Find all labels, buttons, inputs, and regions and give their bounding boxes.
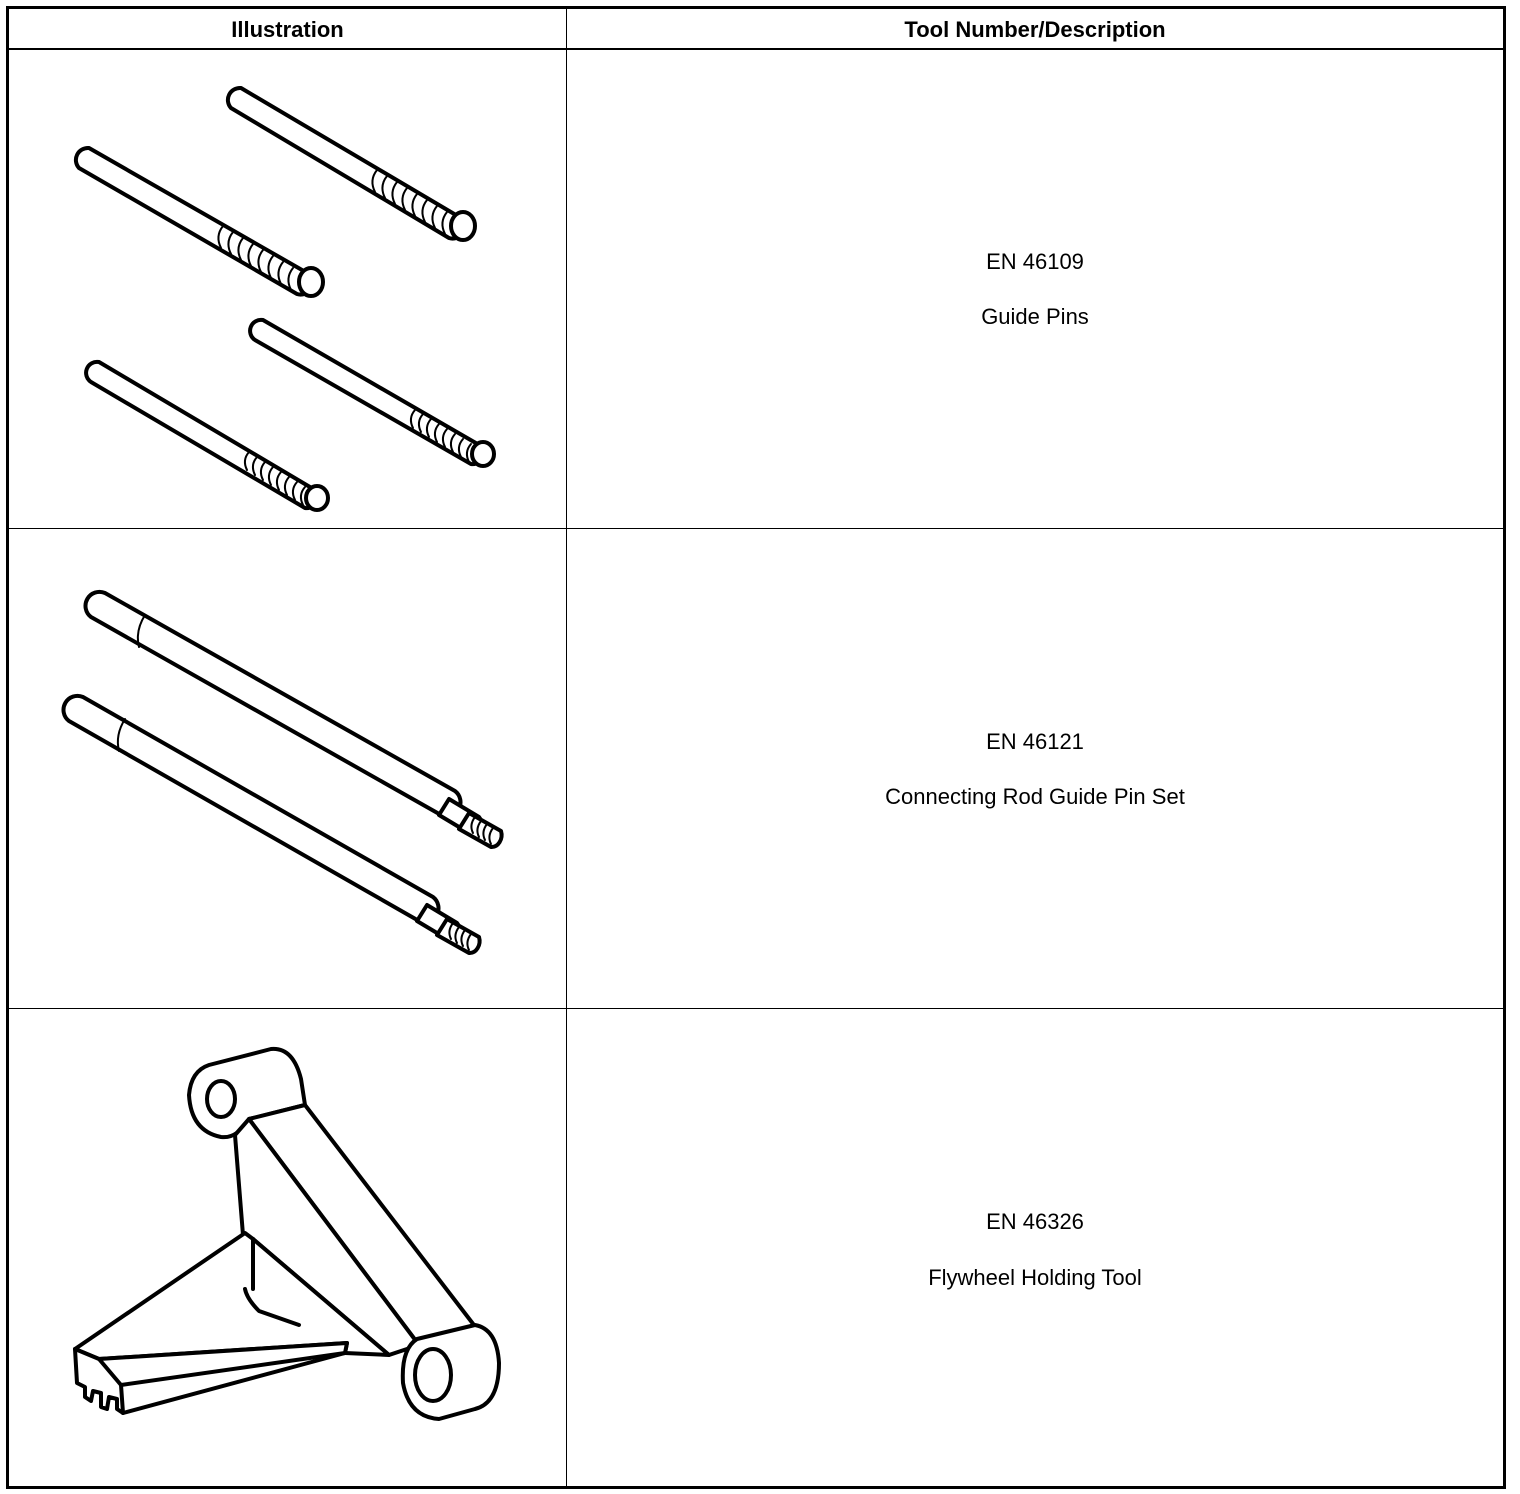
tool-description-cell	[567, 50, 1503, 528]
illustration-cell	[9, 529, 566, 1008]
guide-pins-icon	[9, 50, 566, 528]
header-tool-number-description: Tool Number/Description	[904, 17, 1166, 42]
tool-number: EN 46109	[986, 249, 1084, 274]
illustration-cell	[9, 1009, 566, 1486]
tool-number: EN 46326	[986, 1209, 1084, 1234]
illustration-cell	[9, 50, 566, 528]
tool-description: Flywheel Holding Tool	[928, 1265, 1142, 1290]
tool-description-cell	[567, 529, 1503, 1008]
connecting-rod-guide-pin-set-icon	[9, 529, 566, 1008]
table-row	[9, 529, 1503, 1008]
tool-table	[6, 6, 1506, 1489]
tool-description: Connecting Rod Guide Pin Set	[885, 784, 1185, 809]
tool-number: EN 46121	[986, 729, 1084, 754]
tool-description: Guide Pins	[981, 304, 1089, 329]
tool-description-cell	[567, 1009, 1503, 1486]
table-header-row	[9, 9, 1503, 50]
flywheel-holding-tool-icon	[9, 1009, 566, 1486]
table-row	[9, 50, 1503, 528]
table-row	[9, 1009, 1503, 1486]
header-illustration: Illustration	[231, 17, 344, 42]
